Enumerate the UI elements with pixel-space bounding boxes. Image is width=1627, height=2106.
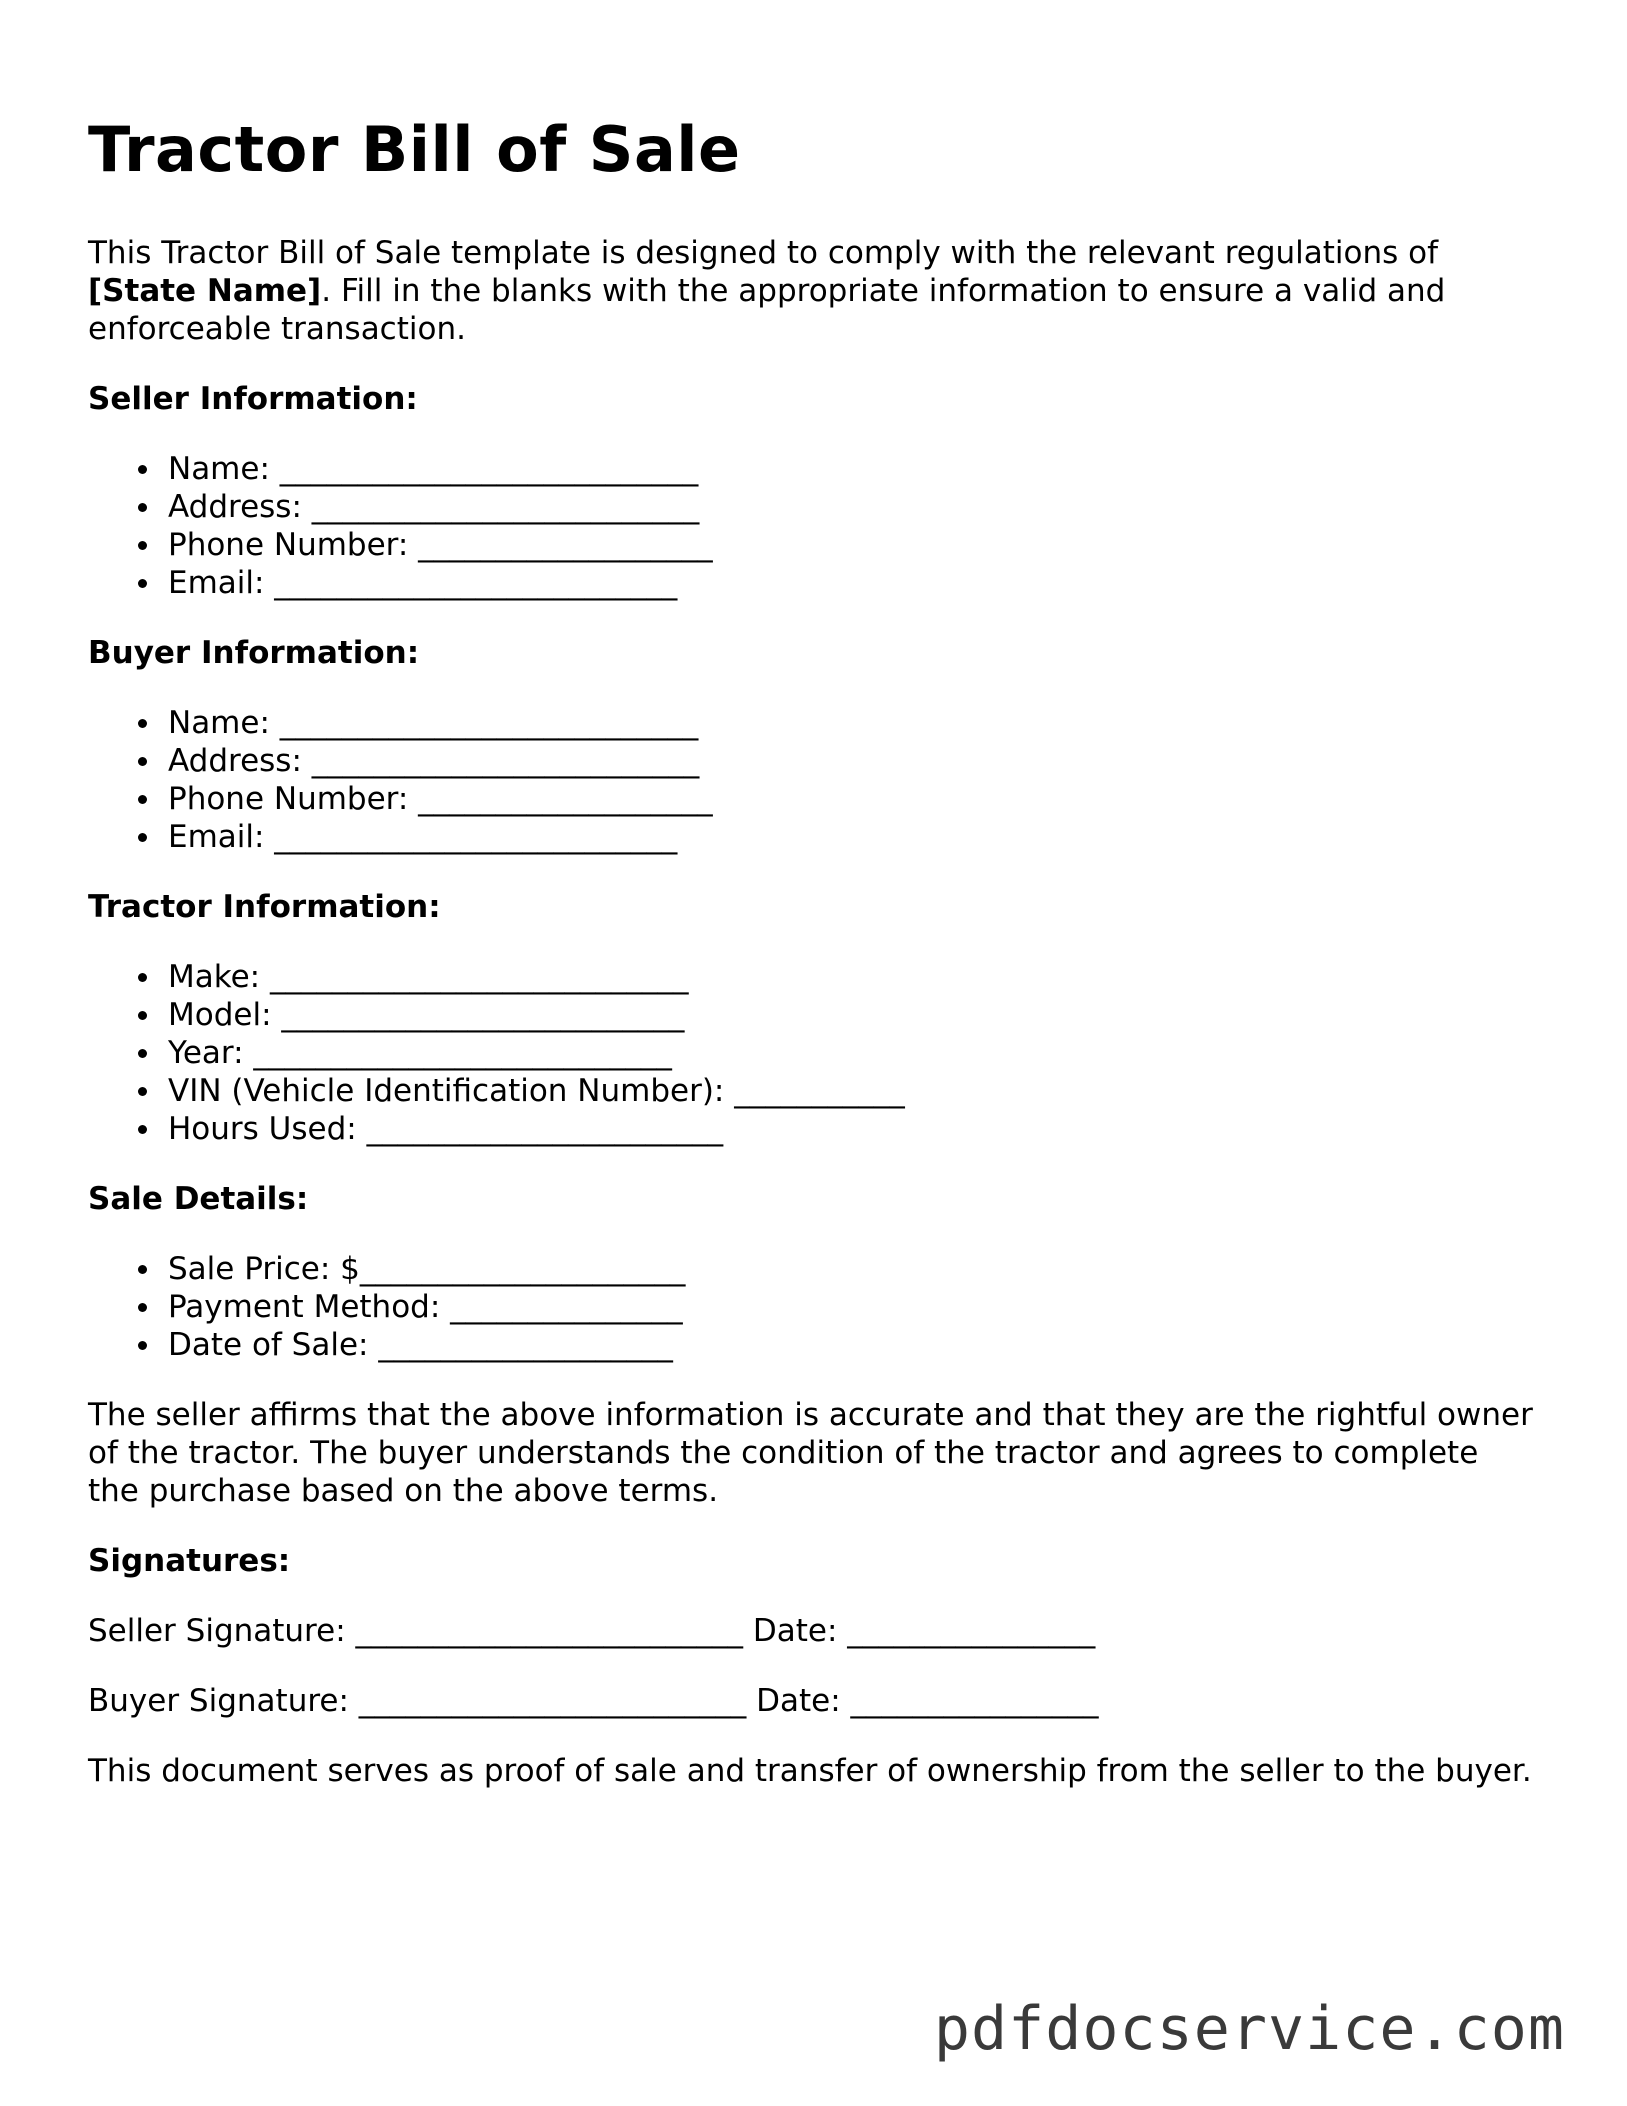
seller-info-heading: Seller Information:	[88, 381, 418, 417]
tractor-make-field: Make: ___________________________	[168, 958, 1538, 996]
buyer-phone-field: Phone Number: ___________________	[168, 780, 1538, 818]
date-of-sale-field: Date of Sale: ___________________	[168, 1326, 1538, 1364]
seller-name-field: Name: ___________________________	[168, 450, 1538, 488]
affirmation-paragraph: The seller affirms that the above information is accurate and that they are the rightful owner of the tractor. The buyer understands the condition of the tractor and agrees to complete the purchase based on the above terms.	[88, 1397, 1533, 1509]
sale-price-field: Sale Price: $_____________________	[168, 1250, 1538, 1288]
state-name-placeholder: [State Name]	[88, 273, 322, 309]
intro-text-after: . Fill in the blanks with the appropriate information to ensure a valid and enforceable transaction.	[88, 273, 1446, 347]
buyer-address-field: Address: _________________________	[168, 742, 1538, 780]
tractor-year-field: Year: ___________________________	[168, 1034, 1538, 1072]
tractor-hours-field: Hours Used: _______________________	[168, 1110, 1538, 1148]
sale-details-heading: Sale Details:	[88, 1181, 309, 1217]
intro-text-before: This Tractor Bill of Sale template is designed to comply with the relevant regulations of	[88, 235, 1439, 271]
intro-paragraph	[88, 234, 1538, 348]
tractor-info-list	[88, 958, 1538, 1148]
closing-paragraph: This document serves as proof of sale and transfer of ownership from the seller to the buyer.	[88, 1753, 1532, 1789]
tractor-model-field: Model: __________________________	[168, 996, 1538, 1034]
buyer-signature-line: Buyer Signature: _________________________ Date: ________________	[88, 1683, 1099, 1719]
payment-method-field: Payment Method: _______________	[168, 1288, 1538, 1326]
sale-details-list	[88, 1250, 1538, 1364]
document-page	[88, 110, 1538, 1790]
seller-address-field: Address: _________________________	[168, 488, 1538, 526]
seller-info-list	[88, 450, 1538, 602]
signatures-heading: Signatures:	[88, 1543, 291, 1579]
seller-signature-line: Seller Signature: _________________________ Date: ________________	[88, 1613, 1096, 1649]
document-title: Tractor Bill of Sale	[88, 113, 741, 186]
seller-phone-field: Phone Number: ___________________	[168, 526, 1538, 564]
watermark-text: pdfdocservice.com	[933, 1994, 1565, 2064]
buyer-email-field: Email: __________________________	[168, 818, 1538, 856]
tractor-info-heading: Tractor Information:	[88, 889, 441, 925]
tractor-vin-field: VIN (Vehicle Identification Number): ___________	[168, 1072, 1538, 1110]
buyer-info-list	[88, 704, 1538, 856]
seller-email-field: Email: __________________________	[168, 564, 1538, 602]
buyer-name-field: Name: ___________________________	[168, 704, 1538, 742]
buyer-info-heading: Buyer Information:	[88, 635, 420, 671]
